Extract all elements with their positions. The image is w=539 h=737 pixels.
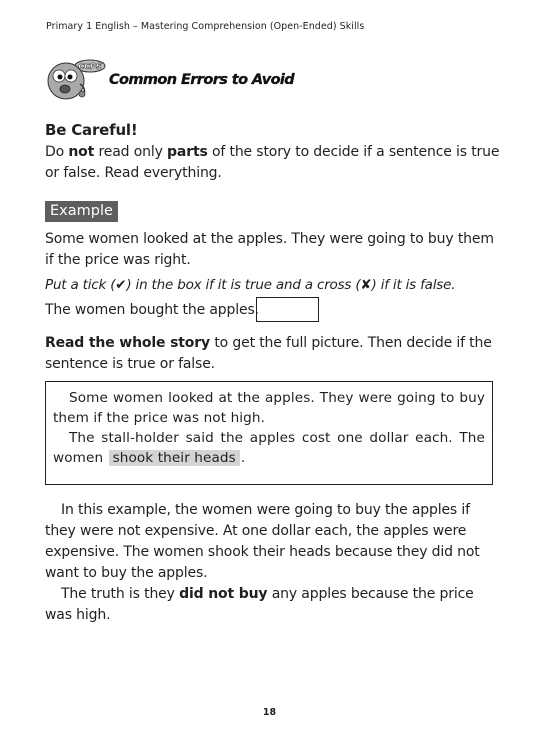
mascot-badge: CCPS [78, 62, 102, 71]
section-heading: Be Careful! [45, 121, 138, 139]
explanation-paragraph-2: The truth is they did not buy any apples because the price was high. [45, 586, 474, 623]
banner-title: Common Errors to Avoid [109, 72, 295, 88]
running-header: Primary 1 English – Mastering Comprehension (Open-Ended) Skills [46, 21, 365, 32]
story-line-1: Some women looked at the apples. They were going to buy them if the price was not high. [53, 390, 485, 426]
intro-paragraph: Do not read only parts of the story to decide if a sentence is true or false. Read everything. [45, 144, 500, 181]
explanation-paragraph-1: In this example, the women were going to buy the apples if they were not expensive. At one dollar each, the apples were expensive. The women shook their heads because they did not want to buy the apples. [45, 502, 480, 581]
page-number: 18 [262, 707, 277, 718]
story-text [53, 388, 485, 468]
example-instruction: Put a tick (✔) in the box if it is true and a cross (✘) if it is false. [45, 277, 456, 293]
explanation [45, 500, 500, 626]
example-label: Example [45, 201, 118, 222]
example-statement: The women bought the apples. [45, 302, 259, 318]
mascot-icon [44, 58, 110, 100]
story-line-2: The stall-holder said the apples cost one dollar each. The women shook their heads . [53, 430, 485, 466]
answer-box[interactable] [256, 297, 319, 322]
example-sentence: Some women looked at the apples. They were going to buy them if the price was right. [45, 231, 494, 268]
advice-paragraph: Read the whole story to get the full picture. Then decide if the sentence is true or false. [45, 335, 492, 372]
highlighted-phrase: shook their heads [109, 450, 240, 466]
